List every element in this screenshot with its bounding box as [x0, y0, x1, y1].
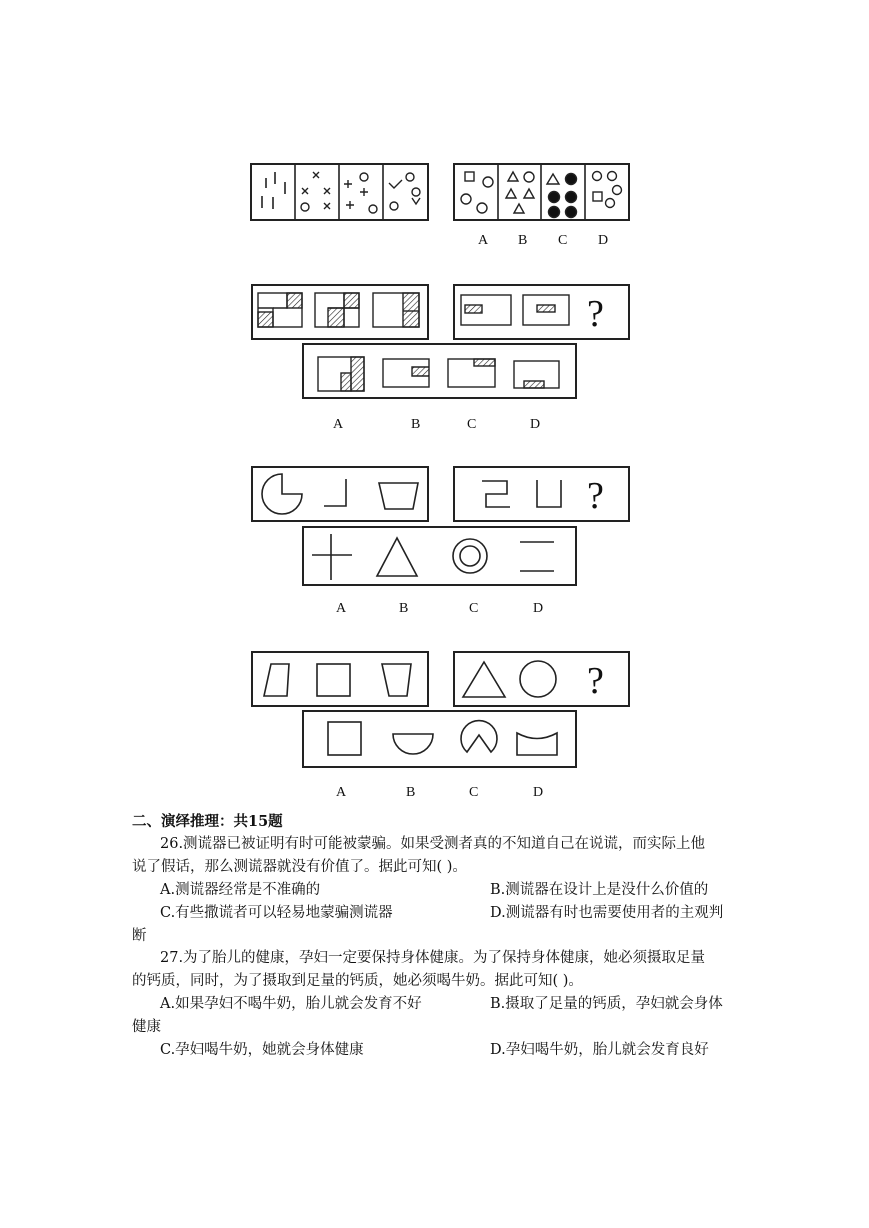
- puzzle-3-option-c-label[interactable]: C: [469, 601, 479, 616]
- trapezoid-figure: [382, 664, 411, 696]
- question-27-option-d[interactable]: D.孕妇喝牛奶，胎儿就会发育良好: [490, 1042, 709, 1058]
- puzzle-2-option-a-label[interactable]: A: [333, 417, 344, 432]
- question-26-option-d-continued: 断: [132, 928, 147, 944]
- puzzle-1-option-d-label[interactable]: D: [598, 233, 609, 248]
- question-26-option-d[interactable]: D.测谎器有时也需要使用者的主观判: [490, 905, 724, 921]
- question-mark-4: ?: [587, 660, 604, 702]
- trapezoid-figure: [379, 483, 418, 509]
- question-26-option-b[interactable]: B.测谎器在设计上是没什么价值的: [490, 882, 709, 898]
- puzzle-4-option-d-label[interactable]: D: [533, 785, 544, 800]
- section-heading: 二、演绎推理：共15题: [132, 813, 283, 830]
- option-c-figure: [547, 174, 577, 218]
- circle-figure: [520, 661, 556, 697]
- trapezoid-figure: [264, 664, 289, 696]
- square-hatch-figure: [461, 295, 511, 325]
- option-b-figure: [383, 359, 429, 387]
- option-a-figure: [312, 534, 352, 580]
- puzzle-3-option-d-label[interactable]: D: [533, 601, 544, 616]
- question-27-stem: 27.为了胎儿的健康，孕妇一定要保持身体健康。为了保持身体健康，她必须摄取足量: [160, 950, 706, 966]
- triangle-figure: [463, 662, 505, 697]
- option-c-figure: [461, 721, 497, 752]
- square-hatch-figure: [315, 293, 359, 327]
- puzzle-4-question-strip: [252, 652, 428, 706]
- option-b-figure: [377, 538, 417, 576]
- question-26-stem: 26.测谎器已被证明有时可能被蒙骗。如果受测者真的不知道自己在说谎，而实际上他: [160, 836, 706, 852]
- open-box-figure: [537, 480, 561, 507]
- check-symbols: [389, 173, 420, 210]
- corner-line-figure: [324, 479, 346, 506]
- option-a-figure: [318, 357, 364, 391]
- puzzle-4-option-b-label[interactable]: B: [406, 785, 416, 800]
- puzzle-2-option-b-label[interactable]: B: [411, 417, 421, 432]
- puzzle-2-option-d-label[interactable]: D: [530, 417, 541, 432]
- puzzle-4: [252, 652, 629, 767]
- question-27-option-b[interactable]: B.摄取了足量的钙质，孕妇就会身体: [490, 996, 723, 1012]
- square-hatch-figure: [373, 293, 419, 327]
- puzzle-3: [252, 467, 629, 585]
- puzzle-3-options-box: [303, 527, 576, 585]
- option-c-figure: [448, 359, 495, 387]
- square-hatch-figure: [258, 293, 302, 327]
- question-mark-2: ?: [587, 293, 604, 335]
- option-b-figure: [393, 734, 433, 754]
- stick-symbols: [262, 172, 285, 209]
- question-27-stem-continued: 的钙质，同时，为了摄取到足量的钙质，她必须喝牛奶。据此可知( )。: [132, 973, 583, 989]
- puzzle-4-option-c-label[interactable]: C: [469, 785, 479, 800]
- question-27-option-c[interactable]: C.孕妇喝牛奶，她就会身体健康: [160, 1042, 364, 1058]
- puzzle-3-option-b-label[interactable]: B: [399, 601, 409, 616]
- plus-symbols: [344, 173, 377, 213]
- puzzle-1-option-b-label[interactable]: B: [518, 233, 528, 248]
- puzzle-1-option-c-label[interactable]: C: [558, 233, 568, 248]
- option-a-figure: [328, 722, 361, 755]
- question-27-option-a[interactable]: A.如果孕妇不喝牛奶，胎儿就会发育不好: [160, 996, 422, 1012]
- cross-symbols: [301, 172, 330, 211]
- puzzle-1-option-a-label[interactable]: A: [478, 233, 489, 248]
- puzzle-2: [252, 285, 629, 398]
- question-26-option-c[interactable]: C.有些撒谎者可以轻易地蒙骗测谎器: [160, 905, 393, 921]
- option-d-figure: [520, 542, 554, 571]
- square-hatch-figure: [523, 295, 569, 325]
- question-26-option-a[interactable]: A.测谎器经常是不准确的: [160, 882, 321, 898]
- puzzle-1: [251, 164, 629, 220]
- puzzle-2-option-c-label[interactable]: C: [467, 417, 477, 432]
- question-27-option-b-continued: 健康: [132, 1019, 161, 1035]
- option-d-figure: [593, 172, 622, 208]
- option-d-figure: [517, 733, 557, 755]
- square-figure: [317, 664, 350, 696]
- question-26-stem-continued: 说了假话，那么测谎器就没有价值了。据此可知( )。: [132, 859, 467, 875]
- question-mark-3: ?: [587, 475, 604, 517]
- option-c-figure: [453, 539, 487, 573]
- step-line-figure: [482, 481, 510, 507]
- option-d-figure: [514, 361, 559, 388]
- option-a-figure: [461, 172, 493, 213]
- puzzle-4-option-a-label[interactable]: A: [336, 785, 347, 800]
- option-b-figure: [506, 172, 534, 213]
- puzzle-3-option-a-label[interactable]: A: [336, 601, 347, 616]
- three-quarter-circle-figure: [262, 474, 302, 514]
